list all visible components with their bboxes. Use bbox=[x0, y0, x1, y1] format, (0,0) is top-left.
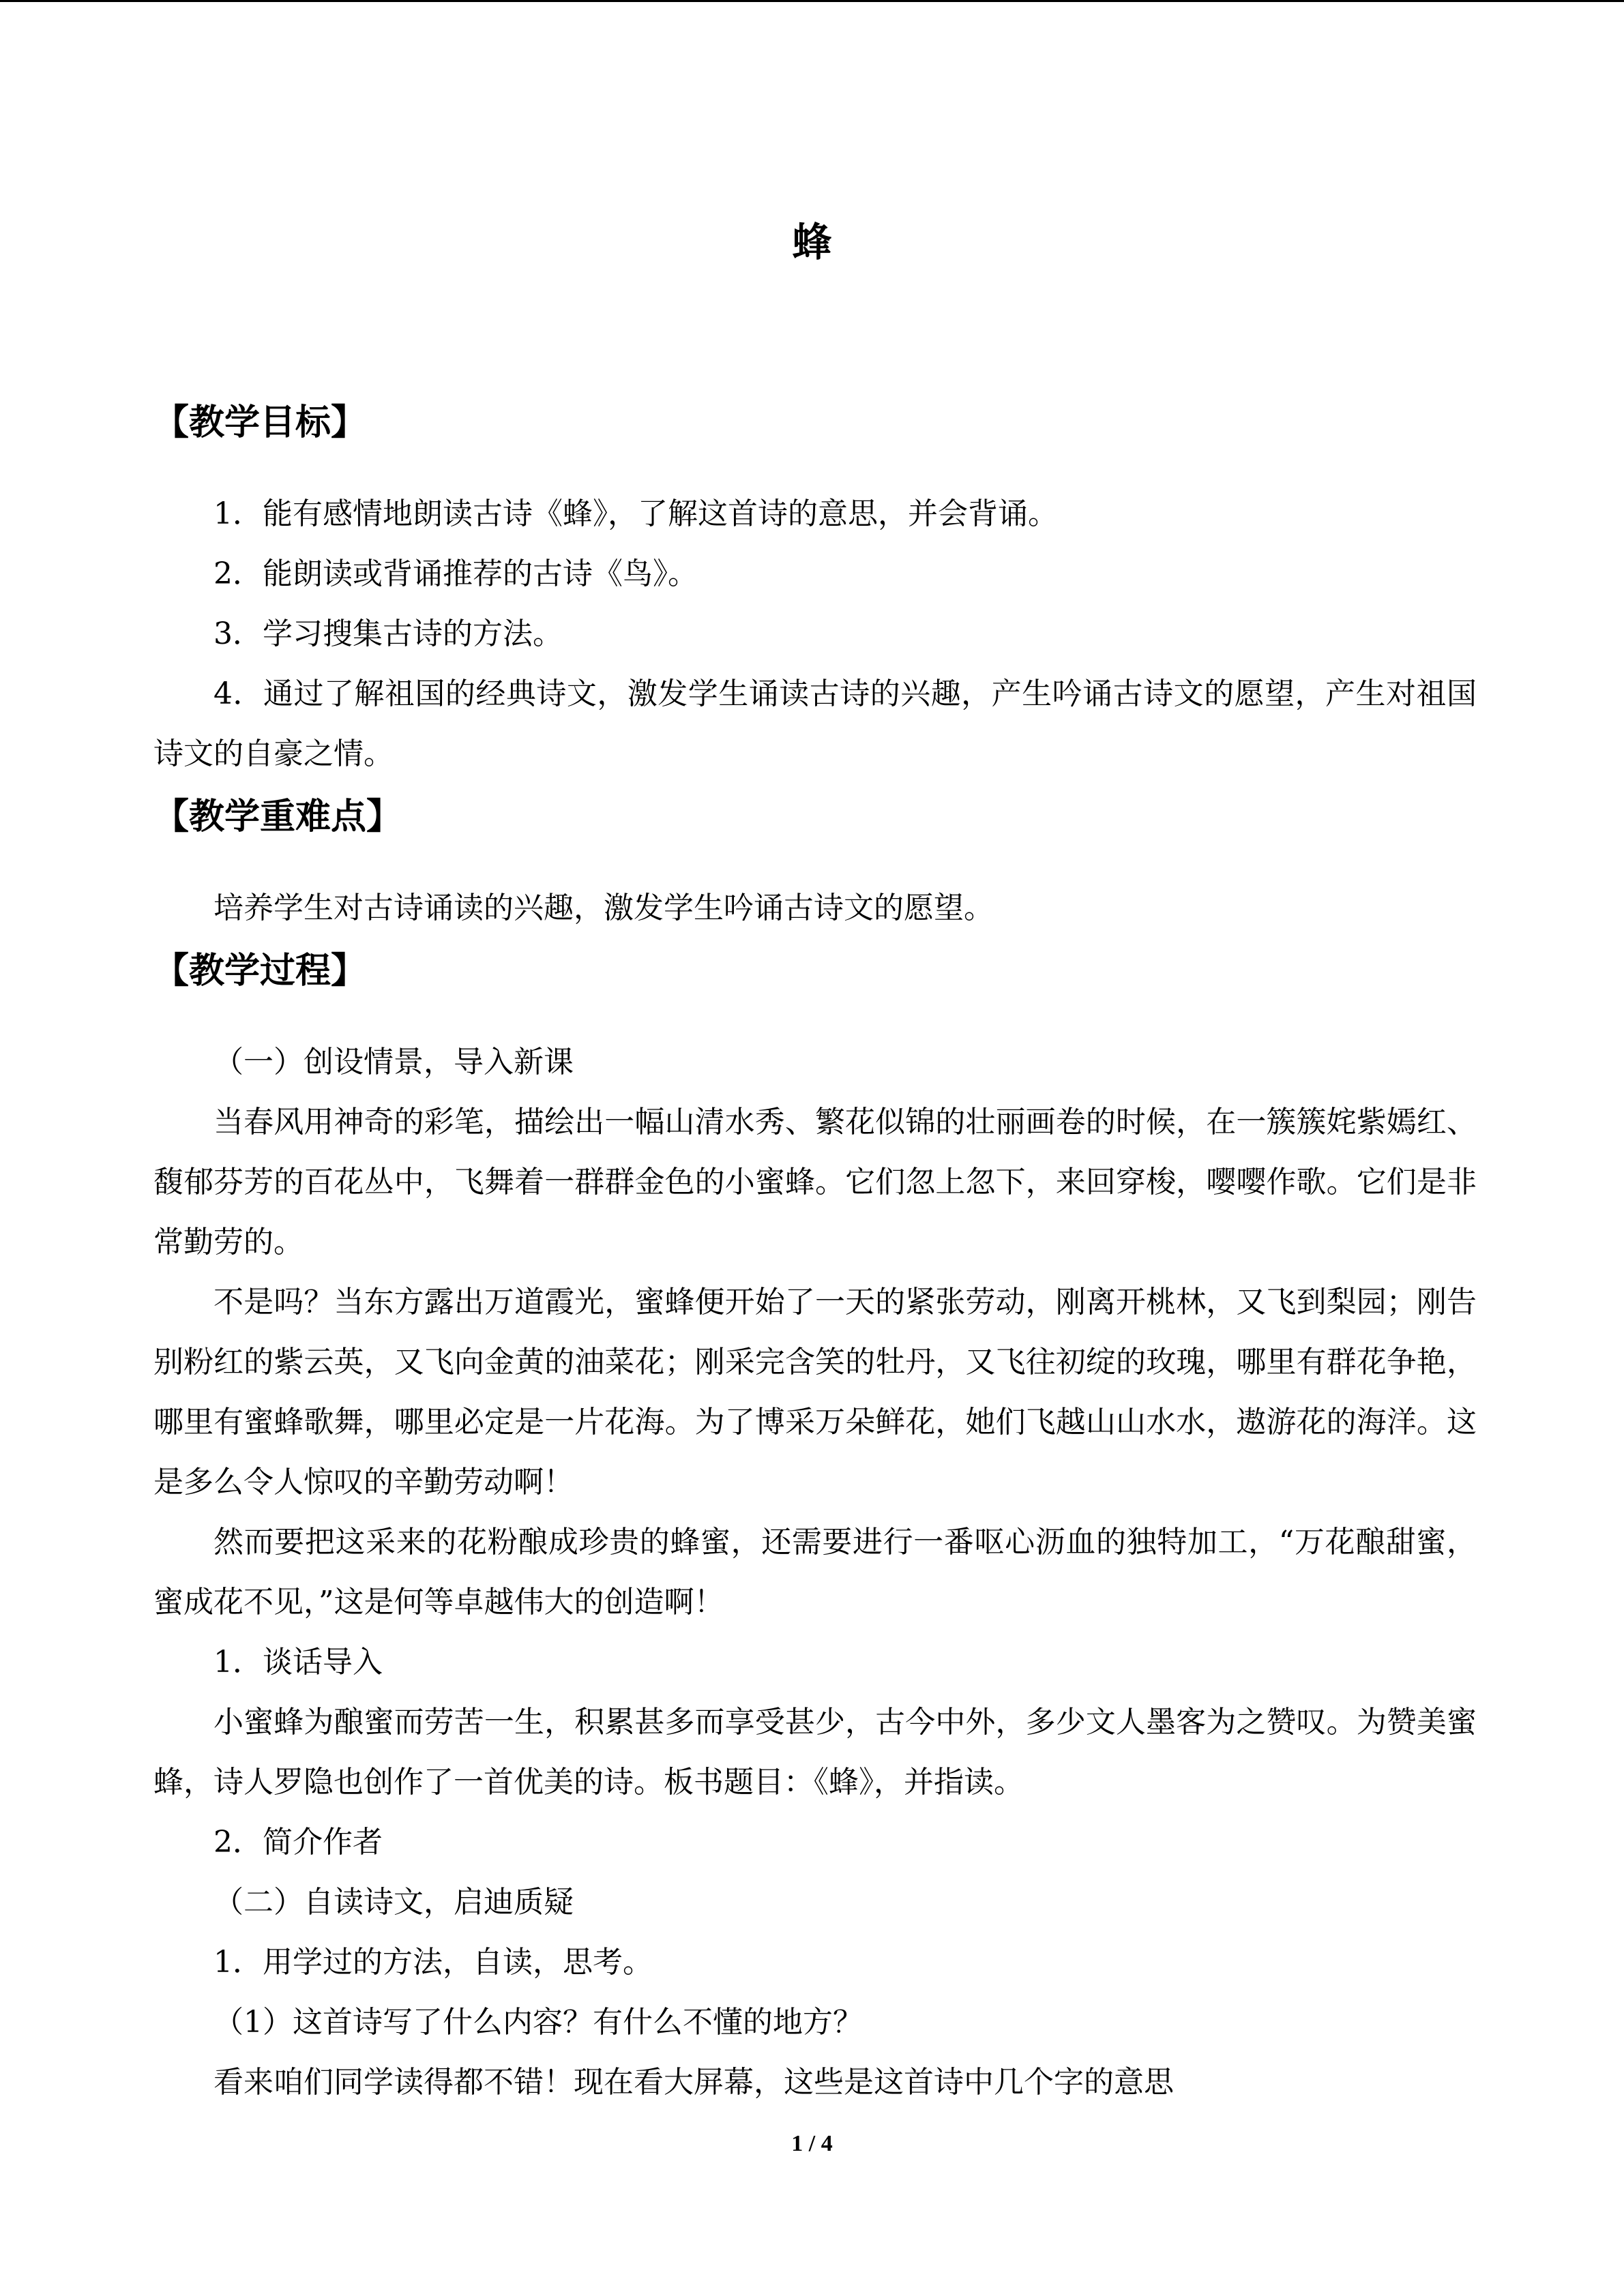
top-border-line bbox=[0, 0, 1624, 2]
difficulty-paragraph: 培养学生对古诗诵读的兴趣，激发学生吟诵古诗文的愿望。 bbox=[213, 891, 994, 925]
section-heading-process: 【教学过程】 bbox=[153, 951, 367, 992]
process-paragraph: 看来咱们同学读得都不错！现在看大屏幕，这些是这首诗中几个字的意思 bbox=[213, 2065, 1174, 2100]
section-heading-goals: 【教学目标】 bbox=[153, 402, 367, 443]
process-step: 1．用学过的方法，自读，思考。 bbox=[213, 1945, 653, 1980]
goal-item: 1．能有感情地朗读古诗《蜂》，了解这首诗的意思，并会背诵。 bbox=[213, 496, 1058, 531]
goal-item: 2．能朗读或背诵推荐的古诗《鸟》。 bbox=[213, 556, 698, 591]
process-paragraph: 不是吗？当东方露出万道霞光，蜜蜂便开始了一天的紧张劳动，刚离开桃林，又飞到梨园；刚告别粉红的紫云英，又飞向金黄的油菜花；刚采完含笑的牡丹，又飞往初绽的玫瑰，哪里有群花争艳，哪里有蜜蜂歌舞，哪里必定是一片花海。为了博采万朵鲜花，她们飞越山山水水，遨游花的海洋。这是多么令人惊叹的辛勤劳动啊！ bbox=[153, 1285, 1477, 1500]
goal-item: 4．通过了解祖国的经典诗文，激发学生诵读古诗的兴趣，产生吟诵古诗文的愿望，产生对祖国诗文的自豪之情。 bbox=[153, 676, 1477, 771]
process-step: 2．简介作者 bbox=[213, 1825, 383, 1860]
process-paragraph: 小蜜蜂为酿蜜而劳苦一生，积累甚多而享受甚少，古今中外，多少文人墨客为之赞叹。为赞美蜜蜂，诗人罗隐也创作了一首优美的诗。板书题目：《蜂》，并指读。 bbox=[153, 1705, 1477, 1800]
section-heading-difficulty: 【教学重难点】 bbox=[153, 796, 402, 837]
goal-item: 3．学习搜集古诗的方法。 bbox=[213, 616, 563, 651]
document-body bbox=[153, 396, 1477, 2113]
process-step: 1．谈话导入 bbox=[213, 1645, 383, 1680]
process-subheading: （一）创设情景，导入新课 bbox=[213, 1045, 574, 1079]
process-paragraph: 然而要把这采来的花粉酿成珍贵的蜂蜜，还需要进行一番呕心沥血的独特加工，“万花酿甜蜜，蜜成花不见，”这是何等卓越伟大的创造啊！ bbox=[153, 1525, 1477, 1620]
process-subheading: （二）自读诗文，启迪质疑 bbox=[213, 1885, 574, 1920]
process-question: （1）这首诗写了什么内容？有什么不懂的地方？ bbox=[213, 2005, 863, 2040]
process-paragraph: 当春风用神奇的彩笔，描绘出一幅山清水秀、繁花似锦的壮丽画卷的时候，在一簇簇姹紫嫣红、馥郁芬芳的百花丛中，飞舞着一群群金色的小蜜蜂。它们忽上忽下，来回穿梭，嘤嘤作歌。它们是非常勤劳的。 bbox=[153, 1105, 1477, 1259]
document-title: 蜂 bbox=[792, 219, 832, 265]
page-number: 1 / 4 bbox=[791, 2131, 833, 2156]
